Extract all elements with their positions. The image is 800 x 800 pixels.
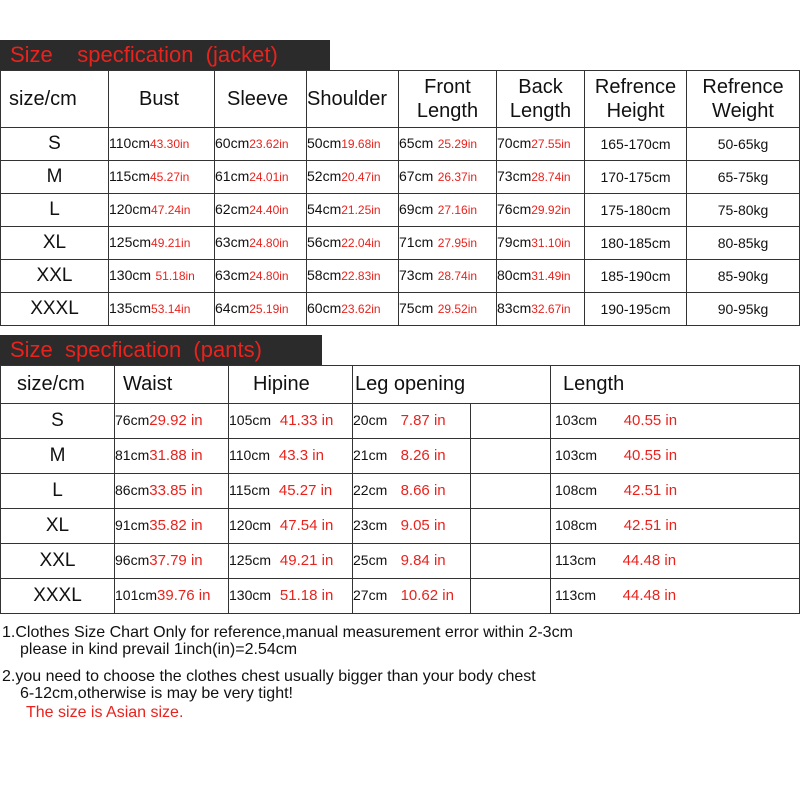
pants-row-xxl: [1, 544, 800, 579]
jacket-size-label: XXL: [1, 260, 109, 293]
jacket-ref-height-cell: 170-175cm: [585, 161, 687, 194]
pants-hip-cell: 115cm 45.27 in: [229, 474, 353, 509]
jacket-size-table: [0, 70, 800, 326]
pants-waist-cell: 76cm29.92 in: [115, 404, 229, 439]
pants-leg-opening-cell: 27cm 10.62 in: [353, 579, 471, 614]
jacket-header-sleeve: Sleeve: [215, 71, 307, 128]
jacket-bust-cell: 110cm43.30in: [109, 128, 215, 161]
pants-length-cell: 113cm 44.48 in: [551, 579, 800, 614]
jacket-row-l: [1, 194, 800, 227]
jacket-back-length-cell: 79cm31.10in: [497, 227, 585, 260]
jacket-front-length-cell: 65cm 25.29in: [399, 128, 497, 161]
pants-leg-opening-cell: 23cm 9.05 in: [353, 509, 471, 544]
pants-length-cell: 113cm 44.48 in: [551, 544, 800, 579]
jacket-bust-cell: 115cm45.27in: [109, 161, 215, 194]
pants-row-xl: [1, 509, 800, 544]
pants-hip-cell: 120cm 47.54 in: [229, 509, 353, 544]
jacket-ref-height-cell: 165-170cm: [585, 128, 687, 161]
jacket-shoulder-cell: 58cm22.83in: [307, 260, 399, 293]
jacket-ref-weight-cell: 75-80kg: [687, 194, 800, 227]
pants-size-label: M: [1, 439, 115, 474]
jacket-size-label: S: [1, 128, 109, 161]
pants-length-cell: 108cm 42.51 in: [551, 474, 800, 509]
jacket-sleeve-cell: 60cm23.62in: [215, 128, 307, 161]
jacket-ref-height-cell: 185-190cm: [585, 260, 687, 293]
jacket-bust-cell: 125cm49.21in: [109, 227, 215, 260]
jacket-back-length-cell: 83cm32.67in: [497, 293, 585, 326]
jacket-ref-weight-cell: 65-75kg: [687, 161, 800, 194]
pants-row-m: [1, 439, 800, 474]
jacket-section-title: Size specfication (jacket): [0, 40, 330, 70]
size-notes: [2, 624, 792, 721]
jacket-front-length-cell: 73cm 28.74in: [399, 260, 497, 293]
jacket-front-length-cell: 67cm 26.37in: [399, 161, 497, 194]
jacket-shoulder-cell: 50cm19.68in: [307, 128, 399, 161]
pants-leg-opening-cell: 22cm 8.66 in: [353, 474, 471, 509]
pants-empty-cell: [471, 544, 551, 579]
pants-waist-cell: 81cm31.88 in: [115, 439, 229, 474]
jacket-bust-cell: 135cm53.14in: [109, 293, 215, 326]
jacket-sleeve-cell: 63cm24.80in: [215, 227, 307, 260]
pants-row-xxxl: [1, 579, 800, 614]
jacket-sleeve-cell: 63cm24.80in: [215, 260, 307, 293]
pants-leg-opening-cell: 20cm 7.87 in: [353, 404, 471, 439]
pants-header-length: Length: [551, 366, 800, 404]
jacket-shoulder-cell: 52cm20.47in: [307, 161, 399, 194]
asian-size-note: The size is Asian size.: [26, 704, 184, 721]
jacket-ref-weight-cell: 50-65kg: [687, 128, 800, 161]
pants-leg-opening-cell: 21cm 8.26 in: [353, 439, 471, 474]
pants-leg-opening-cell: 25cm 9.84 in: [353, 544, 471, 579]
pants-header-hip: Hipine: [229, 366, 353, 404]
pants-waist-cell: 86cm33.85 in: [115, 474, 229, 509]
jacket-bust-cell: 120cm47.24in: [109, 194, 215, 227]
pants-hip-cell: 125cm 49.21 in: [229, 544, 353, 579]
pants-header-size: size/cm: [1, 366, 115, 404]
pants-empty-cell: [471, 439, 551, 474]
jacket-size-label: XL: [1, 227, 109, 260]
jacket-ref-weight-cell: 80-85kg: [687, 227, 800, 260]
jacket-header-ref-height: Refrence Height: [585, 71, 687, 128]
pants-waist-cell: 91cm35.82 in: [115, 509, 229, 544]
pants-empty-cell: [471, 404, 551, 439]
jacket-row-xxl: [1, 260, 800, 293]
jacket-header-back-length: Back Length: [497, 71, 585, 128]
jacket-header-shoulder: Shoulder: [307, 71, 399, 128]
note-2-line-1: 2.you need to choose the clothes chest usually bigger than your body chest: [2, 668, 536, 685]
jacket-header-bust: Bust: [109, 71, 215, 128]
pants-size-table: [0, 365, 800, 614]
pants-section-title: Size specfication (pants): [0, 335, 322, 365]
pants-hip-cell: 110cm 43.3 in: [229, 439, 353, 474]
jacket-shoulder-cell: 60cm23.62in: [307, 293, 399, 326]
pants-row-s: [1, 404, 800, 439]
pants-row-l: [1, 474, 800, 509]
jacket-ref-height-cell: 175-180cm: [585, 194, 687, 227]
pants-empty-cell: [471, 474, 551, 509]
jacket-size-label: M: [1, 161, 109, 194]
jacket-row-s: [1, 128, 800, 161]
note-1-line-2: please in kind prevail 1inch(in)=2.54cm: [20, 641, 298, 658]
pants-length-cell: 108cm 42.51 in: [551, 509, 800, 544]
jacket-header-front-length: Front Length: [399, 71, 497, 128]
jacket-back-length-cell: 76cm29.92in: [497, 194, 585, 227]
jacket-header-size: size/cm: [1, 71, 109, 128]
pants-size-label: XL: [1, 509, 115, 544]
jacket-header-ref-weight: Refrence Weight: [687, 71, 800, 128]
jacket-size-label: L: [1, 194, 109, 227]
jacket-row-m: [1, 161, 800, 194]
pants-waist-cell: 101cm39.76 in: [115, 579, 229, 614]
jacket-ref-weight-cell: 85-90kg: [687, 260, 800, 293]
jacket-ref-height-cell: 180-185cm: [585, 227, 687, 260]
pants-waist-cell: 96cm37.79 in: [115, 544, 229, 579]
jacket-back-length-cell: 73cm28.74in: [497, 161, 585, 194]
pants-hip-cell: 105cm 41.33 in: [229, 404, 353, 439]
jacket-ref-weight-cell: 90-95kg: [687, 293, 800, 326]
pants-size-label: S: [1, 404, 115, 439]
jacket-shoulder-cell: 54cm21.25in: [307, 194, 399, 227]
jacket-shoulder-cell: 56cm22.04in: [307, 227, 399, 260]
jacket-back-length-cell: 70cm27.55in: [497, 128, 585, 161]
jacket-ref-height-cell: 190-195cm: [585, 293, 687, 326]
jacket-sleeve-cell: 62cm24.40in: [215, 194, 307, 227]
jacket-front-length-cell: 75cm 29.52in: [399, 293, 497, 326]
note-2-line-2: 6-12cm,otherwise is may be very tight!: [20, 685, 293, 702]
pants-empty-cell: [471, 509, 551, 544]
jacket-sleeve-cell: 61cm24.01in: [215, 161, 307, 194]
pants-size-label: L: [1, 474, 115, 509]
jacket-row-xxxl: [1, 293, 800, 326]
jacket-size-label: XXXL: [1, 293, 109, 326]
pants-size-label: XXXL: [1, 579, 115, 614]
pants-length-cell: 103cm 40.55 in: [551, 439, 800, 474]
pants-header-row: [1, 366, 800, 404]
jacket-row-xl: [1, 227, 800, 260]
jacket-header-row: [1, 71, 800, 128]
jacket-sleeve-cell: 64cm25.19in: [215, 293, 307, 326]
jacket-front-length-cell: 69cm 27.16in: [399, 194, 497, 227]
pants-empty-cell: [471, 579, 551, 614]
pants-hip-cell: 130cm 51.18 in: [229, 579, 353, 614]
pants-header-leg-opening: Leg opening: [353, 366, 551, 404]
jacket-bust-cell: 130cm 51.18in: [109, 260, 215, 293]
pants-header-waist: Waist: [115, 366, 229, 404]
pants-size-label: XXL: [1, 544, 115, 579]
pants-length-cell: 103cm 40.55 in: [551, 404, 800, 439]
note-1-line-1: 1.Clothes Size Chart Only for reference,manual measurement error within 2-3cm: [2, 624, 573, 641]
jacket-front-length-cell: 71cm 27.95in: [399, 227, 497, 260]
jacket-back-length-cell: 80cm31.49in: [497, 260, 585, 293]
